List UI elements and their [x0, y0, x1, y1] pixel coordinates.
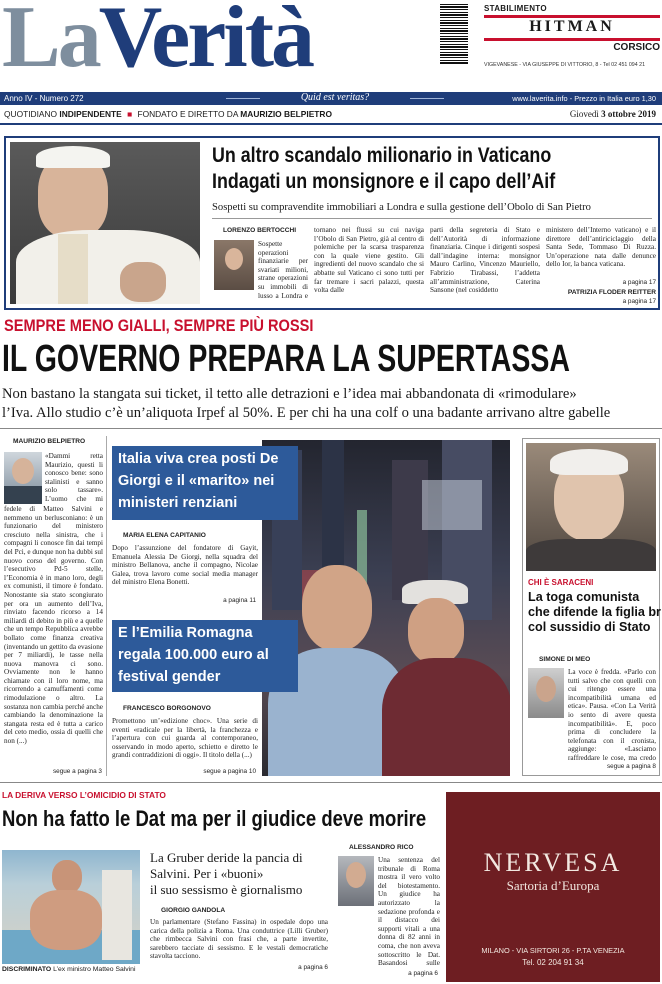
main-headline[interactable]: IL GOVERNO PREPARA LA SUPERTASSA — [2, 338, 570, 380]
rico-photo — [338, 856, 374, 906]
emilia-byline: FRANCESCO BORGONOVO — [123, 705, 211, 712]
logo-la: La — [2, 0, 99, 86]
dat-kicker: LA DERIVA VERSO L’OMICIDIO DI STATO — [2, 790, 166, 800]
vatican-page-ref-1[interactable]: a pagina 17 — [622, 279, 656, 286]
renzi-byline: MARIA ELENA CAPITANIO — [123, 532, 206, 539]
tagline: QUOTIDIANO INDIPENDENTE ■ FONDATO E DIRETTO DA MAURIZIO BELPIETRO — [4, 109, 332, 119]
vatican-subhead: Sospetti su compravendite immobiliari a Londra e sulla gestione dell’Obolo di San Pietro — [212, 202, 591, 213]
saraceni-kicker: CHI È SARACENI — [528, 578, 594, 587]
nervesa-brand: NERVESA — [483, 848, 623, 877]
masthead — [0, 0, 662, 92]
logo-verita: Verità — [98, 0, 313, 86]
issue-date: Giovedì 3 ottobre 2019 — [569, 109, 656, 119]
main-kicker: SEMPRE MENO GIALLI, SEMPRE PIÙ ROSSI — [4, 316, 314, 335]
edition-number: Anno IV - Numero 272 — [4, 94, 84, 103]
vatican-col-1: Sospette operazioni finanziarie per svariati milioni, strane operazioni su immobili di lusso a Londra e — [258, 240, 308, 300]
renzi-page-ref[interactable]: a pagina 11 — [223, 597, 256, 604]
nervesa-subtitle: Sartoria d’Europa — [506, 878, 600, 893]
gruber-headline-2[interactable]: il suo sessismo è giornalismo — [150, 882, 303, 897]
cover-photo[interactable] — [262, 440, 510, 776]
main-subhead-2: l’Iva. Allo studio c’è un’aliquota Irpef al 50%. E per chi ha una colf o una badante arrivano altre gabelle — [2, 405, 611, 421]
editorial-byline: MAURIZIO BELPIETRO — [13, 438, 86, 445]
gruber-byline: GIORGIO GANDOLA — [161, 907, 226, 914]
motto: Quid est veritas? — [300, 92, 370, 103]
vatican-col-2: tornano nei flussi su cui naviga l’Obolo di San Pietro, già al centro di polemiche per la scarsa trasparenza con la quale viene gestito. Gli ingredienti del nuovo scandalo che si abbatte sul Vaticano ci sono tutti per far tremare i sacri palazzi, questa volta dalle — [314, 226, 424, 295]
editorial-body: fedele di Matteo Salvini e nemmeno un berlusconiano: è un funzionario del ministero cresciuto nella sinistra, che i compagni li conosce fin dai tempi del Pci, e dunque non ha dubbi sul nuovo corso del governo. Con l’esecutivo Pd-5 stelle, l’Economia è in mano loro, degli ex comunisti, il timore è fondato. Nonostante sia stato scongiurato per ora un aumento dell’Iva, rinviato facendo ricorso a 14 miliardi di debito in più e a quelle che un tempo Repubblica avrebbe bollato come finanza creativa (inventando un gettito da evasione per 7 miliardi), le tasse nella nuova manovra ci sono. Ovviamente non le hanno chiamate con il loro nome, ma ricorrendo a camuffamenti come rimodulazione o altro. La sostanza non cambia perché anche cambiando la denominazione la stangata resta ed è tutta a carico del ceto medio, ossia di quelli che non (...) — [4, 505, 103, 746]
emilia-page-ref[interactable]: segue a pagina 10 — [203, 768, 256, 775]
top-ad-label: STABILIMENTO — [484, 4, 547, 13]
dat-byline: ALESSANDRO RICO — [349, 844, 414, 851]
dat-headline[interactable]: Non ha fatto le Dat ma per il giudice deve morire — [2, 806, 427, 831]
salvini-photo[interactable] — [2, 850, 140, 964]
bertocchi-photo — [214, 240, 254, 290]
vatican-page-ref-2[interactable]: a pagina 17 — [622, 298, 656, 305]
top-ad-place: CORSICO — [613, 42, 660, 53]
dat-page-ref[interactable]: a pagina 6 — [408, 970, 438, 977]
top-ad-brand: HITMAN — [529, 18, 615, 35]
emilia-body: Promettono un’«edizione choc». Una serie di eventi «radicale per la libertà, la franchezza e l’apertura con cui guarda al contemporaneo, osservando in modo aperto, schietto e diretto le grandi contraddizioni di oggi». Il titolo della (...) — [112, 717, 258, 760]
editorial-page-ref[interactable]: segue a pagina 3 — [52, 768, 102, 775]
dat-body: Una sentenza del tribunale di Roma mostra il vero volto del biotestamento. Un giudice ha autorizzato la sedazione profonda e il distacco dei supporti vitali a una donna di 82 anni in coma, che non aveva sottoscritto le Dat. Basandosi sulle — [378, 856, 440, 968]
gruber-page-ref[interactable]: a pagina 6 — [298, 964, 328, 971]
vatican-byline: LORENZO BERTOCCHI — [223, 227, 297, 234]
barcode — [440, 4, 468, 64]
saraceni-byline: SIMONE DI MEO — [539, 656, 591, 663]
dimeo-photo — [528, 668, 564, 718]
emilia-headline[interactable]: E l’Emilia Romagna regala 100.000 euro al festival gender — [118, 625, 269, 685]
vatican-headline-2[interactable]: Indagati un monsignore e il capo dell’Aif — [212, 170, 556, 193]
nervesa-phone: Tel. 02 204 91 34 — [522, 958, 584, 967]
saraceni-body: La voce è fredda. «Parlo con tutti salvo che con quelli con cui ritengo essere una incompatibilità umana ed etica». Pausa. «Con La Verità io sento di avere questa incompatibilità». E, poco prima di concludere la telefonata con il cronista, aggiunge: «Lasciamo raffreddare le cose, ma credo — [568, 668, 656, 762]
vatican-headline-1[interactable]: Un altro scandalo milionario in Vaticano — [212, 144, 552, 167]
logo — [2, 0, 312, 85]
saraceni-photo[interactable] — [526, 443, 656, 571]
gruber-headline-1[interactable]: La Gruber deride la pancia di Salvini. Per i «buoni» — [150, 850, 303, 881]
saraceni-headline[interactable]: La toga comunista che difende la figlia br col sussidio di Stato — [528, 590, 661, 634]
salvini-caption: DISCRIMINATO L’ex ministro Matteo Salvini — [2, 966, 136, 973]
renzi-body: Dopo l’assunzione del fondatore di Gayit, Emanuela Alessia De Giorgi, nella squadra del ministro Bellanova, anche il compagno, Nicolae Galea, trova lavoro come social media manager del ministro Elena Bonetti. — [112, 544, 258, 587]
top-ad-address: VIGEVANESE - VIA GIUSEPPE DI VITTORIO, 8 - Tel 02 451 094 21 — [484, 62, 646, 68]
vatican-col-4: ministero dell’Interno vaticano) e il direttore dell’antiriciclaggio della Santa Sede, Tommaso Di Ruzza. Un’operazione nata dalle denunce dello Ior, la banca vaticana. — [546, 226, 656, 269]
renzi-headline[interactable]: Italia viva crea posti De Giorgi e il «marito» nei ministeri renziani — [118, 451, 279, 511]
website-price[interactable]: www.laverita.info - Prezzo in Italia euro 1,30 — [512, 94, 656, 103]
nervesa-address: MILANO - VIA SIRTORI 26 - P.TA VENEZIA — [481, 946, 625, 955]
pope-photo[interactable] — [10, 142, 200, 304]
top-ad[interactable] — [484, 4, 660, 74]
gruber-body: Un parlamentare (Stefano Fassina) in ospedale dopo una carica della polizia a Roma. Una conduttrice (Lilli Gruber) che rimbecca Salvini con frasi che, a parte invertite, sarebbero tacciate di sessismo. E le vestali democratiche stavolta tacciono. — [150, 918, 328, 961]
vatican-byline-2: PATRIZIA FLODER REITTER — [567, 289, 656, 296]
main-subhead-1: Non bastano la stangata sui ticket, il tetto alle detrazioni e l’idea mai abbandonata di «rimodulare» — [2, 386, 577, 402]
saraceni-page-ref[interactable]: segue a pagina 8 — [606, 763, 656, 770]
vatican-col-3: parti della segreteria di Stato e dell’Autorità di informazione finanziaria. Cinque i dirigenti sospesi dall’indagine interna: monsignor Mauro Carlino, Vincenzo Mauriello, Fabrizio Tirabassi, l’addetta all’amministrazione, Caterina Sansone (nel cosiddetto — [430, 226, 540, 295]
editorial-intro: «Dammi retta Maurizio, questi li conosco bene: sono stalinisti e sanno solo tassare». L’uomo che mi — [45, 452, 103, 503]
belpietro-photo — [4, 452, 42, 504]
